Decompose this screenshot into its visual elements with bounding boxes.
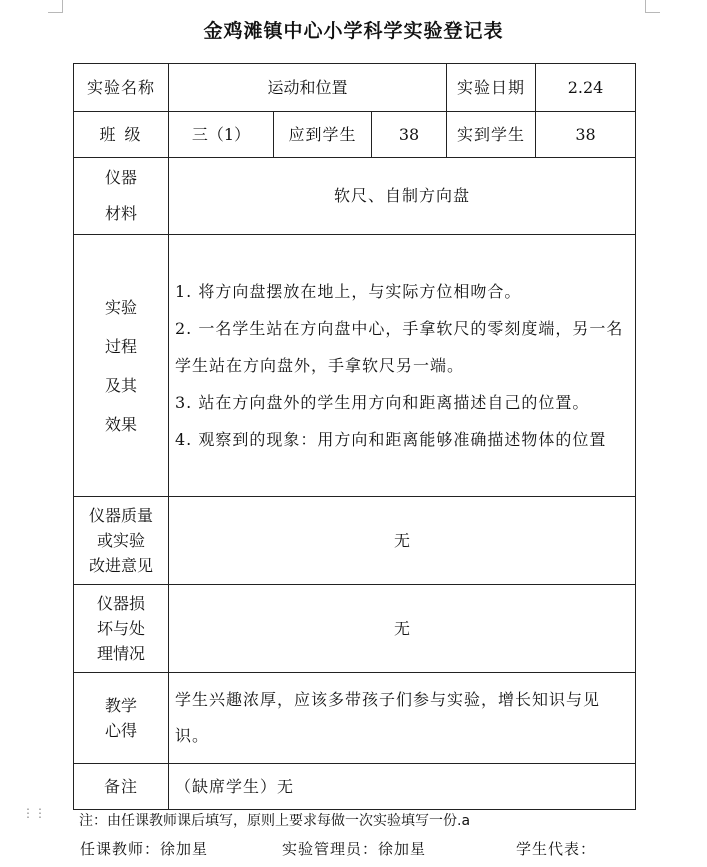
manager-label: 实验管理员： — [282, 840, 379, 858]
table-row — [74, 764, 636, 810]
experiment-name-label: 实验名称 — [74, 64, 169, 112]
process-step: 2. 一名学生站在方向盘中心，手拿软尺的零刻度端，另一名学生站在方向盘外，手拿软尺另一端。 — [175, 319, 624, 375]
manager-name: 徐加星 — [378, 840, 427, 858]
class-label: 班 级 — [74, 112, 169, 158]
quality-label-line: 仪器质量 — [88, 506, 153, 525]
materials-label — [74, 158, 169, 235]
table-row — [74, 673, 636, 764]
table-row — [74, 585, 636, 673]
process-label — [74, 235, 169, 497]
experiment-date-label: 实验日期 — [447, 64, 536, 112]
table-row — [74, 158, 636, 235]
student-representative — [516, 838, 596, 859]
teacher-label: 任课教师： — [80, 840, 161, 858]
experiment-name-value: 运动和位置 — [169, 64, 447, 112]
insight-label — [74, 673, 169, 764]
process-label-line: 过程 — [104, 336, 137, 356]
page-corner-mark-left — [48, 0, 63, 13]
table-row — [74, 112, 636, 158]
table-row — [74, 64, 636, 112]
process-step: 4. 观察到的现象：用方向和距离能够准确描述物体的位置 — [175, 430, 607, 449]
damage-label-line: 仪器损 — [96, 594, 145, 613]
damage-value: 无 — [169, 585, 636, 673]
insight-value: 学生兴趣浓厚，应该多带孩子们参与实验，增长知识与见识。 — [169, 673, 636, 764]
footnote: 注：由任课教师课后填写，原则上要求每做一次实验填写一份.a — [79, 813, 471, 829]
materials-label-line: 仪器 — [104, 168, 137, 187]
damage-label-line: 坏与处 — [96, 619, 145, 638]
student-label: 学生代表： — [516, 840, 597, 858]
quality-value: 无 — [169, 497, 636, 585]
actual-students-label: 实到学生 — [447, 112, 536, 158]
table-row — [74, 497, 636, 585]
remark-label: 备注 — [74, 764, 169, 810]
damage-label — [74, 585, 169, 673]
insight-label-line: 教学 — [104, 696, 137, 715]
experiment-date-value: 2.24 — [536, 64, 636, 112]
insight-label-line: 心得 — [104, 721, 137, 740]
remark-value: （缺席学生）无 — [169, 764, 636, 810]
teacher-name: 徐加星 — [160, 840, 209, 858]
quality-label — [74, 497, 169, 585]
class-value: 三（1） — [169, 112, 274, 158]
damage-label-line: 理情况 — [96, 644, 145, 663]
process-content — [169, 235, 636, 497]
actual-students-value: 38 — [536, 112, 636, 158]
drag-handle-icon[interactable]: ⋮⋮ — [22, 806, 46, 820]
registration-table — [73, 63, 636, 810]
expected-students-label: 应到学生 — [274, 112, 372, 158]
quality-label-line: 改进意见 — [88, 556, 153, 575]
process-label-line: 实验 — [104, 297, 137, 317]
page-corner-mark-right — [645, 0, 660, 13]
expected-students-value: 38 — [372, 112, 447, 158]
process-step: 3. 站在方向盘外的学生用方向和距离描述自己的位置。 — [175, 393, 590, 412]
page-title: 金鸡滩镇中心小学科学实验登记表 — [203, 20, 504, 42]
process-step: 1. 将方向盘摆放在地上，与实际方位相吻合。 — [175, 282, 522, 301]
quality-label-line: 或实验 — [96, 531, 145, 550]
teacher-signature — [80, 838, 208, 859]
process-label-line: 效果 — [104, 414, 137, 434]
table-row — [74, 235, 636, 497]
process-label-line: 及其 — [104, 375, 137, 395]
manager-signature — [282, 838, 426, 859]
materials-value: 软尺、自制方向盘 — [169, 158, 636, 235]
materials-label-line: 材料 — [104, 204, 137, 223]
